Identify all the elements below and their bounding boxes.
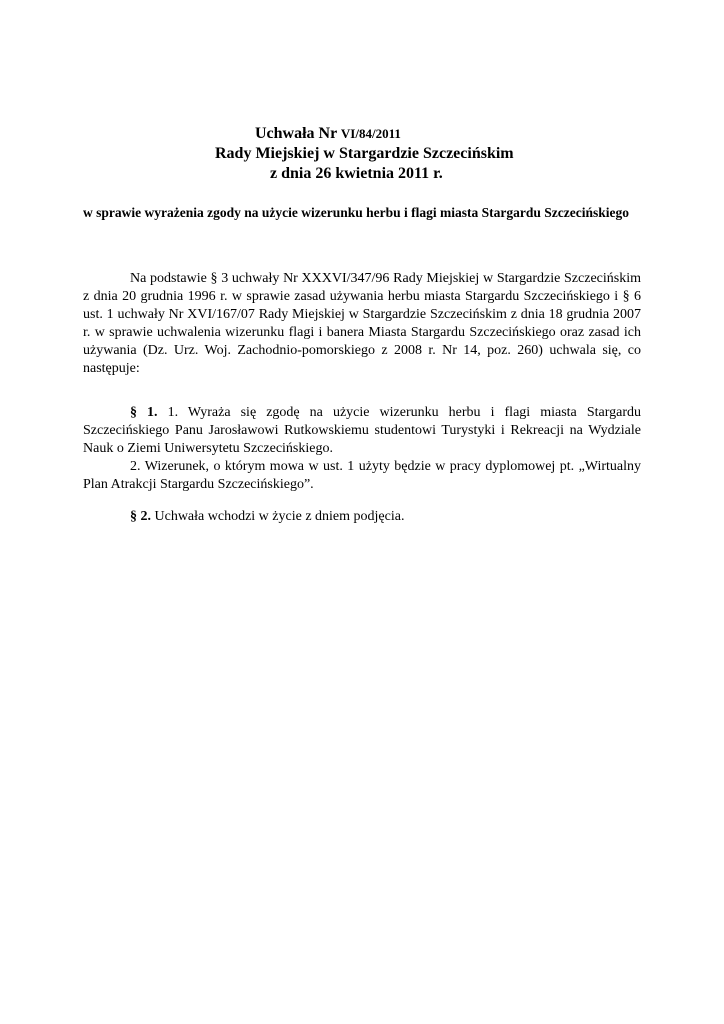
resolution-header <box>0 124 724 184</box>
resolution-issuer: Rady Miejskiej w Stargardzie Szczecińskim <box>215 145 514 162</box>
section-1-point-1 <box>83 404 641 458</box>
section-1-point-1-text: 1. Wyraża się zgodę na użycie wizerunku herbu i flagi miasta Stargardu Szczecińskiego Panu Jarosławowi Rutkowskiemu studentowi Turystyki i Rekreacji na Wydziale Nauk o Ziemi Uniwersytetu Szczecińskiego. <box>83 405 641 456</box>
section-2 <box>83 508 641 526</box>
resolution-date: z dnia 26 kwietnia 2011 r. <box>270 165 443 182</box>
section-1-point-2: 2. Wizerunek, o którym mowa w ust. 1 użyty będzie w pracy dyplomowej pt. „Wirtualny Plan Atrakcji Stargardu Szczecińskiego”. <box>83 459 641 492</box>
section-2-mark: § 2. <box>130 509 151 524</box>
section-1-mark: § 1. <box>130 405 158 420</box>
resolution-number: VI/84/2011 <box>340 126 401 141</box>
legal-basis-paragraph: Na podstawie § 3 uchwały Nr XXXVI/347/96 Rady Miejskiej w Stargardzie Szczecińskim z dnia 20 grudnia 1996 r. w sprawie zasad używania herbu miasta Stargardu Szczecińskiego i § 6 ust. 1 uchwały Nr XVI/167/07 Rady Miejskiej w Stargardzie Szczecińskim z dnia 18 grudnia 2007 r. w sprawie uchwalenia wizerunku flagi i banera Miasta Stargardu Szczecińskiego oraz zasad ich używania (Dz. Urz. Woj. Zachodnio-pomorskiego z 2008 r. Nr 14, poz. 260) uchwala się, co następuje: <box>83 271 641 376</box>
resolution-subject: w sprawie wyrażenia zgody na użycie wizerunku herbu i flagi miasta Stargardu Szczecińskiego <box>83 205 629 220</box>
section-2-text: Uchwała wchodzi w życie z dniem podjęcia. <box>151 509 405 524</box>
resolution-title <box>0 124 724 144</box>
resolution-title-prefix: Uchwała Nr <box>255 125 341 142</box>
